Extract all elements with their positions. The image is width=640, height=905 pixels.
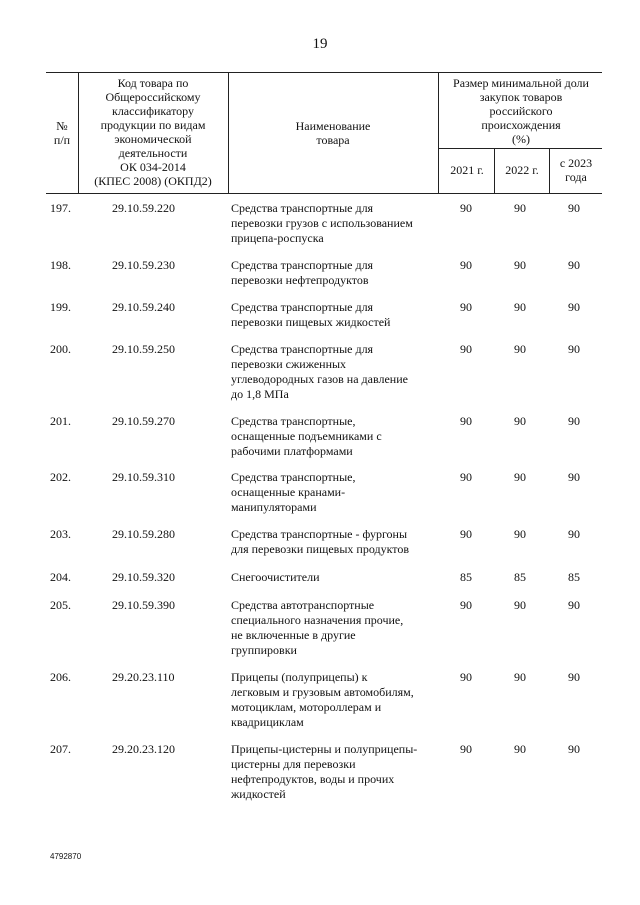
- page-number: 19: [312, 36, 328, 52]
- document-id: 4792870: [50, 852, 82, 861]
- row-value-2023: 90: [568, 414, 580, 428]
- row-value-2023: 90: [568, 527, 580, 541]
- row-code: 29.10.59.310: [112, 470, 175, 484]
- row-value-2022: 90: [514, 598, 526, 612]
- row-code: 29.10.59.280: [112, 527, 175, 541]
- row-num: 201.: [50, 414, 71, 428]
- row-name: Прицепы-цистерны и полуприцепы- цистерны для перевозки нефтепродуктов, воды и прочих жидкостей: [231, 742, 418, 801]
- row-value-2023: 90: [568, 670, 580, 684]
- row-value-2022: 90: [514, 300, 526, 314]
- row-value-2021: 90: [460, 342, 472, 356]
- row-value-2023: 90: [568, 470, 580, 484]
- row-value-2023: 90: [568, 342, 580, 356]
- row-code: 29.10.59.320: [112, 570, 175, 584]
- row-value-2022: 90: [514, 258, 526, 272]
- row-code: 29.10.59.390: [112, 598, 175, 612]
- header-name: Наименование товара: [295, 119, 371, 147]
- row-value-2021: 90: [460, 258, 472, 272]
- row-code: 29.10.59.240: [112, 300, 175, 314]
- row-value-2021: 90: [460, 201, 472, 215]
- row-name: Снегоочистители: [231, 570, 320, 584]
- row-num: 206.: [50, 670, 71, 684]
- row-value-2022: 90: [514, 342, 526, 356]
- header-2023: с 2023 года: [559, 156, 593, 184]
- header-vline-1: [78, 72, 79, 193]
- row-code: 29.10.59.220: [112, 201, 175, 215]
- row-code: 29.10.59.270: [112, 414, 175, 428]
- header-top-line: [46, 72, 602, 73]
- row-value-2023: 90: [568, 598, 580, 612]
- row-code: 29.20.23.110: [112, 670, 175, 684]
- row-value-2021: 85: [460, 570, 472, 584]
- row-value-2022: 90: [514, 201, 526, 215]
- row-value-2021: 90: [460, 470, 472, 484]
- row-code: 29.10.59.230: [112, 258, 175, 272]
- row-value-2021: 90: [460, 742, 472, 756]
- row-name: Средства автотранспортные специального назначения прочие, не включенные в другие группировки: [231, 598, 404, 657]
- row-name: Средства транспортные для перевозки нефтепродуктов: [231, 258, 374, 287]
- row-value-2022: 85: [514, 570, 526, 584]
- row-num: 203.: [50, 527, 71, 541]
- row-value-2023: 85: [568, 570, 580, 584]
- row-name: Средства транспортные для перевозки сжиженных углеводородных газов на давление до 1,8 МПа: [231, 342, 408, 401]
- row-name: Средства транспортные для перевозки грузов с использованием прицепа-роспуска: [231, 201, 413, 245]
- row-value-2022: 90: [514, 742, 526, 756]
- row-value-2021: 90: [460, 598, 472, 612]
- header-2022: 2022 г.: [505, 163, 539, 177]
- row-num: 204.: [50, 570, 71, 584]
- row-num: 207.: [50, 742, 71, 756]
- row-name: Средства транспортные, оснащенные кранами- манипуляторами: [231, 470, 356, 514]
- row-name: Средства транспортные для перевозки пищевых жидкостей: [231, 300, 391, 329]
- row-value-2023: 90: [568, 258, 580, 272]
- header-vline-3: [438, 72, 439, 193]
- row-value-2023: 90: [568, 300, 580, 314]
- header-vline-2: [228, 72, 229, 193]
- header-code: Код товара по Общероссийскому классификатору продукции по видам экономической деятельности ОК 034-2014 (КПЕС 2008) (ОКПД2): [94, 76, 212, 188]
- row-value-2021: 90: [460, 414, 472, 428]
- row-value-2021: 90: [460, 670, 472, 684]
- row-value-2021: 90: [460, 300, 472, 314]
- row-name: Средства транспортные - фургоны для перевозки пищевых продуктов: [231, 527, 410, 556]
- header-num: № п/п: [53, 119, 71, 147]
- header-2021: 2021 г.: [450, 163, 484, 177]
- row-value-2022: 90: [514, 527, 526, 541]
- row-value-2022: 90: [514, 414, 526, 428]
- row-code: 29.10.59.250: [112, 342, 175, 356]
- row-num: 199.: [50, 300, 71, 314]
- row-num: 198.: [50, 258, 71, 272]
- header-share: Размер минимальной доли закупок товаров российского происхождения (%): [453, 76, 589, 146]
- row-value-2022: 90: [514, 470, 526, 484]
- row-num: 200.: [50, 342, 71, 356]
- row-value-2023: 90: [568, 201, 580, 215]
- row-value-2022: 90: [514, 670, 526, 684]
- share-subheader-line: [438, 148, 602, 149]
- row-num: 205.: [50, 598, 71, 612]
- row-num: 202.: [50, 470, 71, 484]
- row-value-2023: 90: [568, 742, 580, 756]
- row-name: Прицепы (полуприцепы) к легковым и грузовым автомобилям, мотоциклам, мотороллерам и квадрициклам: [231, 670, 414, 729]
- row-num: 197.: [50, 201, 71, 215]
- row-code: 29.20.23.120: [112, 742, 175, 756]
- row-value-2021: 90: [460, 527, 472, 541]
- row-name: Средства транспортные, оснащенные подъемниками с рабочими платформами: [231, 414, 382, 458]
- header-bottom-line: [46, 193, 602, 194]
